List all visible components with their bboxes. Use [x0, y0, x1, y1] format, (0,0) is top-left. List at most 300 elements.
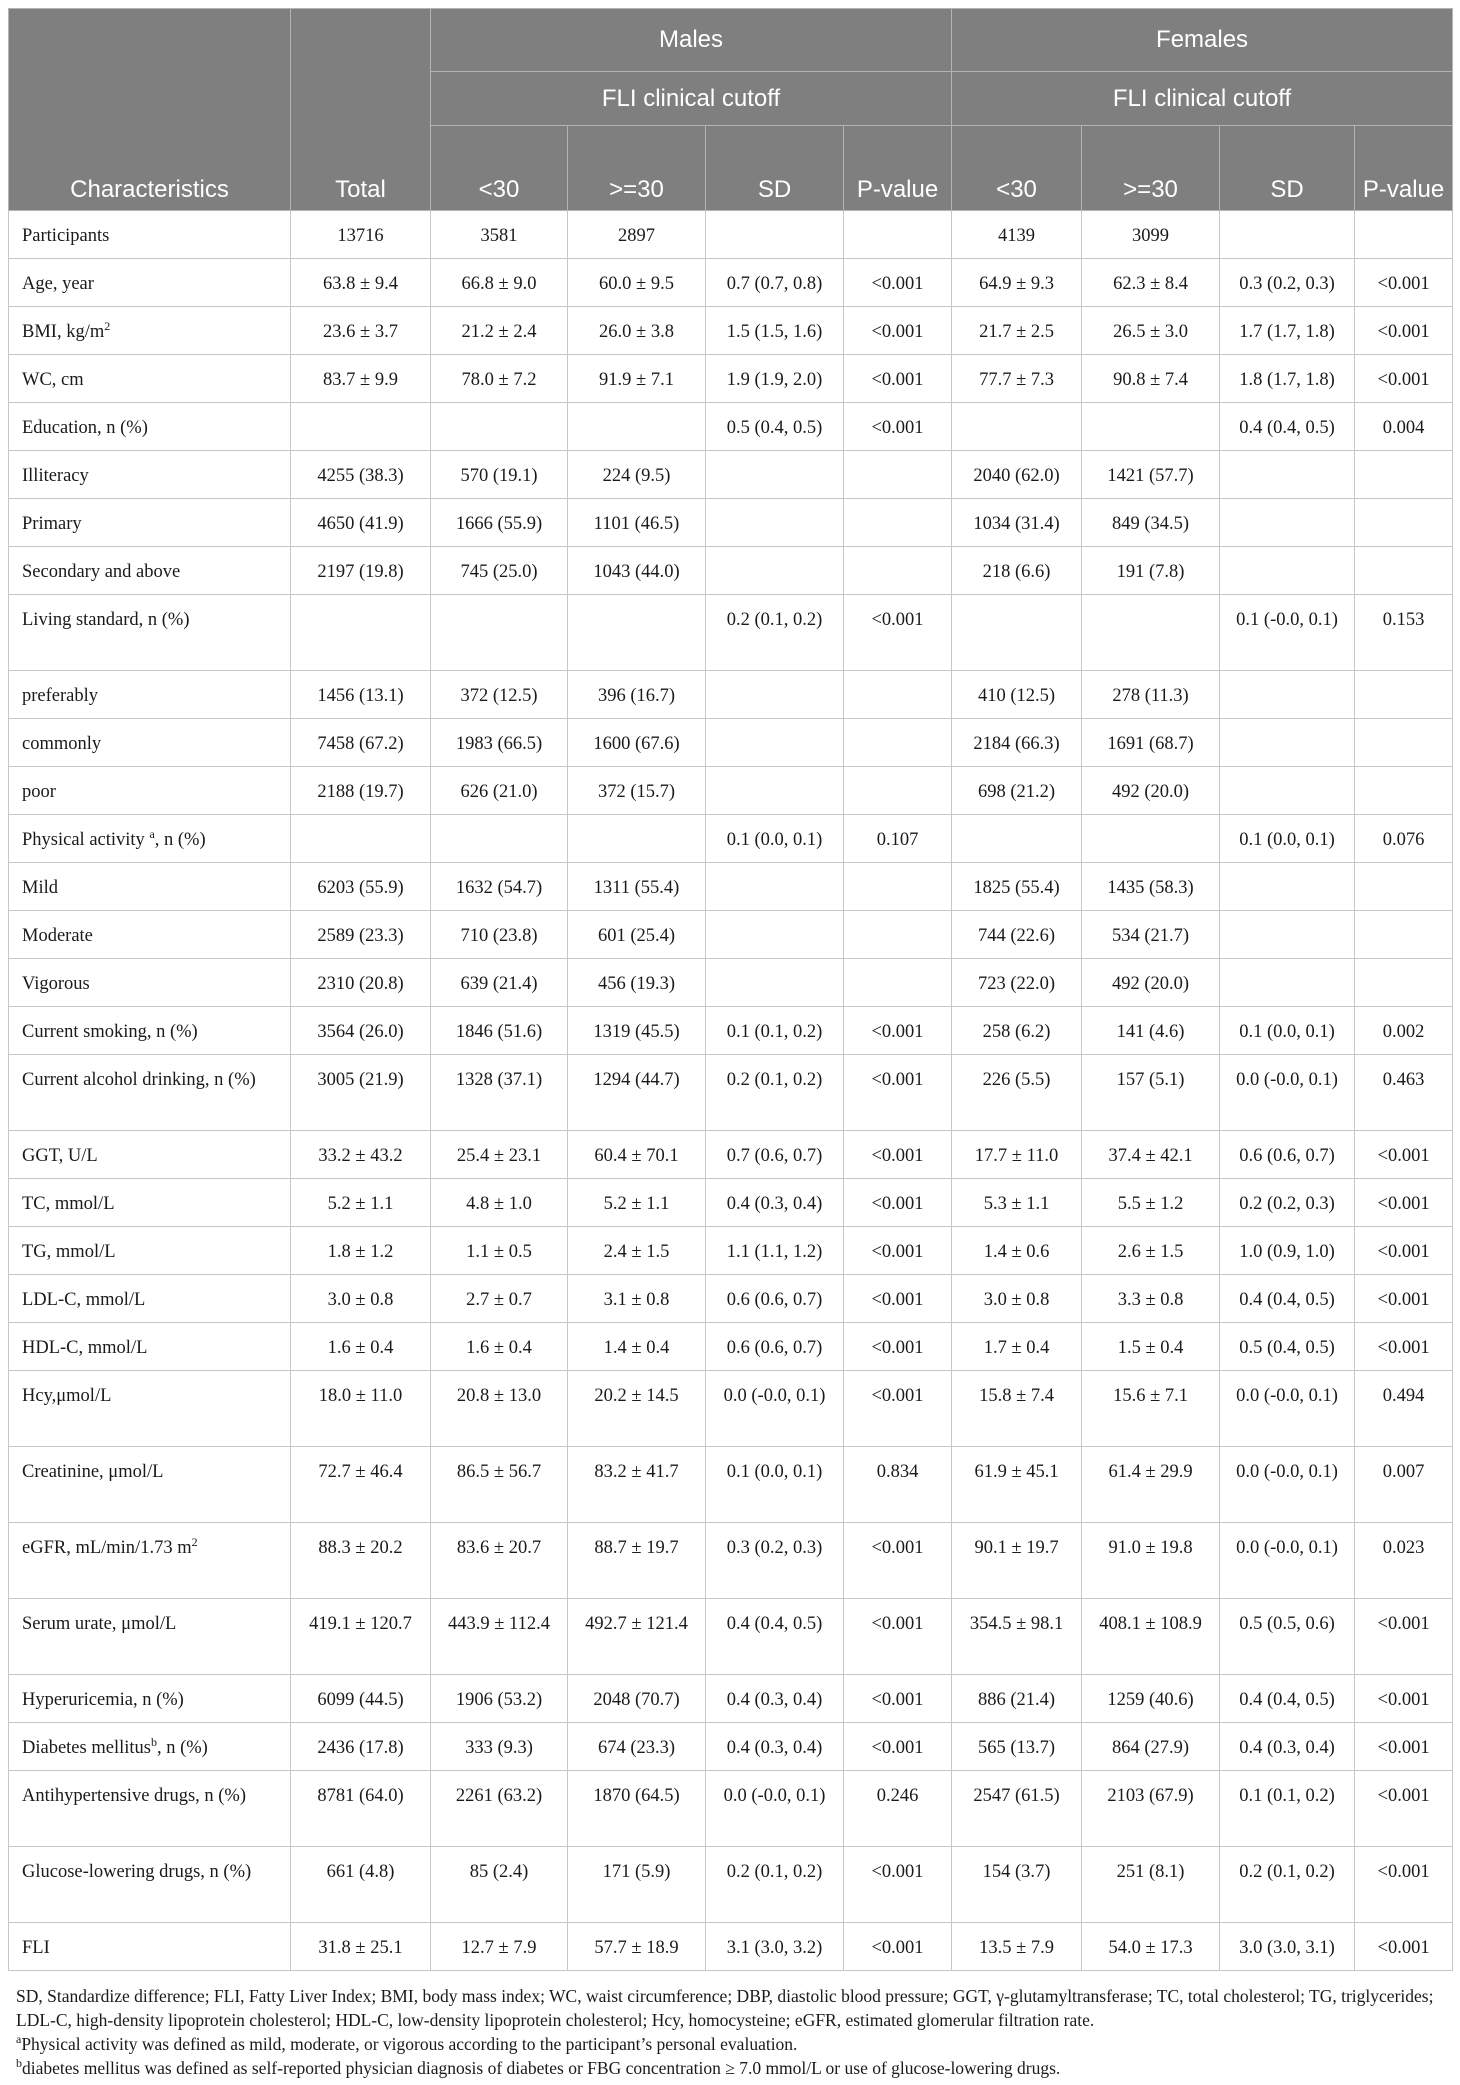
cell-m-sd: 1.5 (1.5, 1.6) — [706, 307, 844, 355]
cell-f-sd: 0.3 (0.2, 0.3) — [1220, 259, 1355, 307]
cell-m-p: <0.001 — [844, 1227, 952, 1275]
row-label — [9, 355, 291, 403]
table-row — [9, 863, 1453, 911]
cell-f-p: <0.001 — [1355, 1131, 1453, 1179]
cell-m-sd: 0.4 (0.3, 0.4) — [706, 1675, 844, 1723]
footnote-a-marker: a — [16, 2032, 22, 2047]
cell-f-sd: 1.0 (0.9, 1.0) — [1220, 1227, 1355, 1275]
cell-f-ge: 5.5 ± 1.2 — [1082, 1179, 1220, 1227]
cell-m-ge: 1.4 ± 0.4 — [568, 1323, 706, 1371]
cell-m-ge: 20.2 ± 14.5 — [568, 1371, 706, 1447]
cell-m-lt: 3581 — [431, 211, 568, 259]
cell-total: 3.0 ± 0.8 — [291, 1275, 431, 1323]
row-label-text: Current alcohol drinking, n (%) — [22, 1070, 256, 1090]
cell-total — [291, 403, 431, 451]
row-label-text: Vigorous — [22, 974, 90, 994]
cell-f-sd — [1220, 547, 1355, 595]
cell-f-p: <0.001 — [1355, 1847, 1453, 1923]
cell-m-p: <0.001 — [844, 1131, 952, 1179]
row-label — [9, 451, 291, 499]
cell-m-sd: 0.7 (0.6, 0.7) — [706, 1131, 844, 1179]
cell-f-ge: 3.3 ± 0.8 — [1082, 1275, 1220, 1323]
table-row — [9, 1923, 1453, 1971]
cell-f-p: 0.494 — [1355, 1371, 1453, 1447]
cell-m-ge: 1043 (44.0) — [568, 547, 706, 595]
cell-m-p: <0.001 — [844, 1675, 952, 1723]
cell-total: 6203 (55.9) — [291, 863, 431, 911]
row-label-text: poor — [22, 782, 56, 802]
cell-m-sd: 0.1 (0.1, 0.2) — [706, 1007, 844, 1055]
row-label — [9, 1771, 291, 1847]
table-row — [9, 1723, 1453, 1771]
cell-m-lt: 372 (12.5) — [431, 671, 568, 719]
cell-f-sd: 0.1 (-0.0, 0.1) — [1220, 595, 1355, 671]
row-label — [9, 307, 291, 355]
cell-m-lt — [431, 403, 568, 451]
row-label — [9, 1599, 291, 1675]
cell-m-lt: 443.9 ± 112.4 — [431, 1599, 568, 1675]
header-males-fli-cutoff: FLI clinical cutoff — [431, 72, 952, 126]
row-label-text: Hyperuricemia, n (%) — [22, 1690, 184, 1710]
cell-m-ge: 1600 (67.6) — [568, 719, 706, 767]
cell-f-ge: 91.0 ± 19.8 — [1082, 1523, 1220, 1599]
row-label-text: Serum urate, μmol/L — [22, 1614, 177, 1634]
cell-m-p — [844, 959, 952, 1007]
cell-f-lt: 410 (12.5) — [952, 671, 1082, 719]
cell-f-p: 0.002 — [1355, 1007, 1453, 1055]
cell-m-lt — [431, 595, 568, 671]
table-row — [9, 1179, 1453, 1227]
row-label-text: FLI — [22, 1938, 50, 1958]
cell-f-lt: 354.5 ± 98.1 — [952, 1599, 1082, 1675]
row-label — [9, 595, 291, 671]
cell-total: 8781 (64.0) — [291, 1771, 431, 1847]
cell-f-ge: 3099 — [1082, 211, 1220, 259]
cell-m-ge: 674 (23.3) — [568, 1723, 706, 1771]
cell-f-ge: 15.6 ± 7.1 — [1082, 1371, 1220, 1447]
cell-m-ge: 83.2 ± 41.7 — [568, 1447, 706, 1523]
cell-m-sd: 0.1 (0.0, 0.1) — [706, 815, 844, 863]
cell-f-ge: 251 (8.1) — [1082, 1847, 1220, 1923]
cell-m-lt: 66.8 ± 9.0 — [431, 259, 568, 307]
table-row — [9, 1131, 1453, 1179]
cell-m-sd — [706, 671, 844, 719]
cell-f-p: <0.001 — [1355, 259, 1453, 307]
cell-m-p — [844, 767, 952, 815]
row-label — [9, 1055, 291, 1131]
cell-f-p — [1355, 911, 1453, 959]
cell-f-lt: 1825 (55.4) — [952, 863, 1082, 911]
cell-m-sd — [706, 499, 844, 547]
cell-total — [291, 595, 431, 671]
row-label — [9, 403, 291, 451]
row-label-text: BMI, kg/m — [22, 322, 105, 342]
cell-m-lt: 4.8 ± 1.0 — [431, 1179, 568, 1227]
cell-m-p — [844, 499, 952, 547]
cell-f-ge: 864 (27.9) — [1082, 1723, 1220, 1771]
cell-m-p — [844, 863, 952, 911]
row-label-text: Hcy,μmol/L — [22, 1386, 112, 1406]
cell-f-ge: 1259 (40.6) — [1082, 1675, 1220, 1723]
cell-f-sd: 0.1 (0.1, 0.2) — [1220, 1771, 1355, 1847]
cell-total: 2310 (20.8) — [291, 959, 431, 1007]
cell-m-ge: 88.7 ± 19.7 — [568, 1523, 706, 1599]
cell-m-lt: 1632 (54.7) — [431, 863, 568, 911]
cell-total: 3564 (26.0) — [291, 1007, 431, 1055]
cell-f-sd: 0.1 (0.0, 0.1) — [1220, 815, 1355, 863]
cell-m-lt: 12.7 ± 7.9 — [431, 1923, 568, 1971]
cell-m-sd — [706, 451, 844, 499]
cell-m-sd: 0.2 (0.1, 0.2) — [706, 1847, 844, 1923]
cell-f-sd: 0.6 (0.6, 0.7) — [1220, 1131, 1355, 1179]
cell-f-p: <0.001 — [1355, 1675, 1453, 1723]
cell-f-sd: 0.2 (0.1, 0.2) — [1220, 1847, 1355, 1923]
cell-f-ge: 1691 (68.7) — [1082, 719, 1220, 767]
row-label-text: Age, year — [22, 274, 94, 294]
row-label-text: eGFR, mL/min/1.73 m — [22, 1538, 192, 1558]
footnote-abbreviations: SD, Standardize difference; FLI, Fatty Liver Index; BMI, body mass index; WC, waist circumference; DBP, diastolic blood pressure; GGT, γ-glutamyltransferase; TC, total cholesterol; TG, triglycerides; LDL-C, high-density lipoprotein cholesterol; HDL-C, low-density lipoprotein cholesterol; Hcy, homocysteine; eGFR, estimated glomerular filtration rate. — [16, 1986, 1434, 2030]
cell-m-ge: 2.4 ± 1.5 — [568, 1227, 706, 1275]
cell-f-ge: 492 (20.0) — [1082, 959, 1220, 1007]
cell-f-lt: 565 (13.7) — [952, 1723, 1082, 1771]
cell-m-p: <0.001 — [844, 1055, 952, 1131]
cell-total — [291, 815, 431, 863]
cell-m-sd: 1.9 (1.9, 2.0) — [706, 355, 844, 403]
table-footnotes — [8, 1971, 1452, 2080]
header-females-lt30: <30 — [952, 126, 1082, 211]
cell-m-lt: 85 (2.4) — [431, 1847, 568, 1923]
row-label — [9, 863, 291, 911]
cell-f-ge: 408.1 ± 108.9 — [1082, 1599, 1220, 1675]
header-males-ge30: >=30 — [568, 126, 706, 211]
cell-f-lt: 744 (22.6) — [952, 911, 1082, 959]
cell-f-ge: 90.8 ± 7.4 — [1082, 355, 1220, 403]
cell-f-ge: 54.0 ± 17.3 — [1082, 1923, 1220, 1971]
cell-m-p: <0.001 — [844, 307, 952, 355]
cell-f-sd — [1220, 451, 1355, 499]
cell-m-sd: 0.5 (0.4, 0.5) — [706, 403, 844, 451]
cell-total: 5.2 ± 1.1 — [291, 1179, 431, 1227]
cell-m-ge: 60.4 ± 70.1 — [568, 1131, 706, 1179]
cell-m-p: <0.001 — [844, 1323, 952, 1371]
cell-f-sd: 0.4 (0.4, 0.5) — [1220, 1675, 1355, 1723]
cell-m-ge — [568, 595, 706, 671]
cell-m-sd — [706, 547, 844, 595]
cell-m-sd: 0.7 (0.7, 0.8) — [706, 259, 844, 307]
cell-f-lt: 218 (6.6) — [952, 547, 1082, 595]
table-row — [9, 403, 1453, 451]
cell-m-ge: 492.7 ± 121.4 — [568, 1599, 706, 1675]
row-label — [9, 671, 291, 719]
cell-m-p: <0.001 — [844, 1523, 952, 1599]
table-row — [9, 1675, 1453, 1723]
row-label-superscript: b — [150, 1734, 157, 1749]
cell-m-sd: 0.6 (0.6, 0.7) — [706, 1323, 844, 1371]
row-label-text: WC, cm — [22, 370, 84, 390]
cell-m-sd: 0.3 (0.2, 0.3) — [706, 1523, 844, 1599]
footnote-a — [16, 2032, 1438, 2056]
cell-m-lt: 1666 (55.9) — [431, 499, 568, 547]
table-row — [9, 1847, 1453, 1923]
row-label — [9, 211, 291, 259]
cell-f-lt — [952, 595, 1082, 671]
cell-m-lt: 710 (23.8) — [431, 911, 568, 959]
table-row — [9, 307, 1453, 355]
table-row — [9, 259, 1453, 307]
cell-f-ge: 37.4 ± 42.1 — [1082, 1131, 1220, 1179]
row-label — [9, 1227, 291, 1275]
header-characteristics: Characteristics — [9, 9, 291, 211]
row-label — [9, 1723, 291, 1771]
cell-f-sd: 0.4 (0.4, 0.5) — [1220, 403, 1355, 451]
row-label-text: Physical activity — [22, 830, 150, 850]
cell-f-p — [1355, 211, 1453, 259]
cell-m-ge: 372 (15.7) — [568, 767, 706, 815]
table-row — [9, 1523, 1453, 1599]
cell-f-sd: 0.1 (0.0, 0.1) — [1220, 1007, 1355, 1055]
cell-f-lt: 1.7 ± 0.4 — [952, 1323, 1082, 1371]
cell-m-lt: 570 (19.1) — [431, 451, 568, 499]
row-label — [9, 911, 291, 959]
cell-total: 2197 (19.8) — [291, 547, 431, 595]
cell-f-sd: 3.0 (3.0, 3.1) — [1220, 1923, 1355, 1971]
cell-m-sd: 0.4 (0.3, 0.4) — [706, 1723, 844, 1771]
cell-m-ge: 5.2 ± 1.1 — [568, 1179, 706, 1227]
cell-f-sd — [1220, 499, 1355, 547]
cell-f-p: <0.001 — [1355, 1723, 1453, 1771]
row-label — [9, 1179, 291, 1227]
header-males: Males — [431, 9, 952, 72]
row-label-text: Education, n (%) — [22, 418, 148, 438]
cell-f-lt: 15.8 ± 7.4 — [952, 1371, 1082, 1447]
cell-f-p: 0.004 — [1355, 403, 1453, 451]
cell-m-lt: 1846 (51.6) — [431, 1007, 568, 1055]
cell-f-ge: 141 (4.6) — [1082, 1007, 1220, 1055]
cell-f-sd: 0.2 (0.2, 0.3) — [1220, 1179, 1355, 1227]
cell-total: 6099 (44.5) — [291, 1675, 431, 1723]
cell-f-sd: 0.4 (0.3, 0.4) — [1220, 1723, 1355, 1771]
cell-total: 1.8 ± 1.2 — [291, 1227, 431, 1275]
table-body — [9, 211, 1453, 1971]
cell-f-p — [1355, 767, 1453, 815]
row-label-superscript: 2 — [191, 1534, 198, 1549]
table-row — [9, 1055, 1453, 1131]
cell-m-lt: 639 (21.4) — [431, 959, 568, 1007]
cell-f-p: <0.001 — [1355, 355, 1453, 403]
row-label-text: Living standard, n (%) — [22, 610, 190, 630]
cell-m-ge: 1311 (55.4) — [568, 863, 706, 911]
row-label — [9, 1007, 291, 1055]
cell-f-p: <0.001 — [1355, 1179, 1453, 1227]
cell-m-sd: 0.2 (0.1, 0.2) — [706, 1055, 844, 1131]
cell-m-p: 0.246 — [844, 1771, 952, 1847]
cell-f-p: <0.001 — [1355, 1323, 1453, 1371]
cell-f-lt: 2184 (66.3) — [952, 719, 1082, 767]
cell-f-sd — [1220, 863, 1355, 911]
cell-f-sd: 1.7 (1.7, 1.8) — [1220, 307, 1355, 355]
cell-f-p — [1355, 959, 1453, 1007]
header-total: Total — [291, 9, 431, 211]
cell-f-lt: 2547 (61.5) — [952, 1771, 1082, 1847]
cell-m-ge — [568, 403, 706, 451]
cell-total: 2436 (17.8) — [291, 1723, 431, 1771]
cell-m-p — [844, 671, 952, 719]
table-row — [9, 959, 1453, 1007]
cell-m-lt: 745 (25.0) — [431, 547, 568, 595]
cell-m-ge: 2048 (70.7) — [568, 1675, 706, 1723]
cell-m-ge: 1870 (64.5) — [568, 1771, 706, 1847]
row-label — [9, 1131, 291, 1179]
row-label — [9, 1323, 291, 1371]
table-row — [9, 355, 1453, 403]
row-label — [9, 767, 291, 815]
cell-f-lt: 90.1 ± 19.7 — [952, 1523, 1082, 1599]
cell-m-lt: 20.8 ± 13.0 — [431, 1371, 568, 1447]
cell-m-sd: 1.1 (1.1, 1.2) — [706, 1227, 844, 1275]
table-row — [9, 1227, 1453, 1275]
cell-m-p — [844, 719, 952, 767]
table-header — [9, 9, 1453, 211]
cell-m-ge: 2897 — [568, 211, 706, 259]
table-row — [9, 1599, 1453, 1675]
cell-total: 2188 (19.7) — [291, 767, 431, 815]
cell-f-lt: 723 (22.0) — [952, 959, 1082, 1007]
cell-total: 83.7 ± 9.9 — [291, 355, 431, 403]
row-label — [9, 719, 291, 767]
cell-f-ge: 1435 (58.3) — [1082, 863, 1220, 911]
table-row — [9, 451, 1453, 499]
row-label-text: commonly — [22, 734, 102, 754]
cell-m-lt: 78.0 ± 7.2 — [431, 355, 568, 403]
footnote-a-text: Physical activity was defined as mild, moderate, or vigorous according to the participant’s personal evaluation. — [21, 2034, 798, 2054]
cell-m-sd: 3.1 (3.0, 3.2) — [706, 1923, 844, 1971]
table-row — [9, 671, 1453, 719]
table-row — [9, 1275, 1453, 1323]
cell-f-p: <0.001 — [1355, 1227, 1453, 1275]
cell-f-ge: 26.5 ± 3.0 — [1082, 307, 1220, 355]
cell-f-p — [1355, 671, 1453, 719]
cell-f-lt: 154 (3.7) — [952, 1847, 1082, 1923]
cell-m-ge: 1319 (45.5) — [568, 1007, 706, 1055]
cell-m-ge: 57.7 ± 18.9 — [568, 1923, 706, 1971]
cell-f-ge: 1421 (57.7) — [1082, 451, 1220, 499]
cell-f-ge: 849 (34.5) — [1082, 499, 1220, 547]
cell-f-sd: 0.5 (0.4, 0.5) — [1220, 1323, 1355, 1371]
cell-m-p — [844, 451, 952, 499]
row-label — [9, 1847, 291, 1923]
row-label-text: Diabetes mellitus — [22, 1738, 151, 1758]
cell-f-p: 0.076 — [1355, 815, 1453, 863]
cell-m-lt: 83.6 ± 20.7 — [431, 1523, 568, 1599]
cell-m-ge: 601 (25.4) — [568, 911, 706, 959]
cell-f-p — [1355, 719, 1453, 767]
cell-f-ge: 62.3 ± 8.4 — [1082, 259, 1220, 307]
table-row — [9, 499, 1453, 547]
row-label-text: TC, mmol/L — [22, 1194, 115, 1214]
cell-f-ge — [1082, 595, 1220, 671]
row-label — [9, 547, 291, 595]
cell-f-lt — [952, 403, 1082, 451]
header-females-ge30: >=30 — [1082, 126, 1220, 211]
cell-total: 4650 (41.9) — [291, 499, 431, 547]
cell-total: 1.6 ± 0.4 — [291, 1323, 431, 1371]
cell-f-sd — [1220, 211, 1355, 259]
row-label-text: preferably — [22, 686, 99, 706]
cell-m-p: <0.001 — [844, 1179, 952, 1227]
cell-f-ge: 534 (21.7) — [1082, 911, 1220, 959]
cell-f-lt: 77.7 ± 7.3 — [952, 355, 1082, 403]
cell-f-ge: 2.6 ± 1.5 — [1082, 1227, 1220, 1275]
row-label — [9, 1371, 291, 1447]
cell-f-sd — [1220, 767, 1355, 815]
cell-f-p: <0.001 — [1355, 1599, 1453, 1675]
table-row — [9, 211, 1453, 259]
row-label-text: Primary — [22, 514, 82, 534]
cell-m-p — [844, 911, 952, 959]
cell-total: 7458 (67.2) — [291, 719, 431, 767]
cell-f-ge: 157 (5.1) — [1082, 1055, 1220, 1131]
table-row — [9, 1007, 1453, 1055]
cell-m-lt: 1.6 ± 0.4 — [431, 1323, 568, 1371]
cell-f-p — [1355, 863, 1453, 911]
cell-m-ge: 60.0 ± 9.5 — [568, 259, 706, 307]
cell-f-sd — [1220, 911, 1355, 959]
cell-total: 72.7 ± 46.4 — [291, 1447, 431, 1523]
cell-f-sd: 0.0 (-0.0, 0.1) — [1220, 1055, 1355, 1131]
cell-m-ge: 3.1 ± 0.8 — [568, 1275, 706, 1323]
cell-m-p: 0.107 — [844, 815, 952, 863]
row-label-text: TG, mmol/L — [22, 1242, 116, 1262]
cell-total: 419.1 ± 120.7 — [291, 1599, 431, 1675]
cell-f-p: 0.463 — [1355, 1055, 1453, 1131]
cell-m-p: <0.001 — [844, 1599, 952, 1675]
table-row — [9, 719, 1453, 767]
cell-f-p — [1355, 499, 1453, 547]
cell-m-p: <0.001 — [844, 1007, 952, 1055]
table-row — [9, 1771, 1453, 1847]
cell-m-p: <0.001 — [844, 1923, 952, 1971]
cell-m-p: <0.001 — [844, 403, 952, 451]
footnote-b-text: diabetes mellitus was defined as self-reported physician diagnosis of diabetes or FBG concentration ≥ 7.0 mmol/L or use of glucose-lowering drugs. — [22, 2058, 1061, 2078]
cell-total: 18.0 ± 11.0 — [291, 1371, 431, 1447]
table-row — [9, 547, 1453, 595]
cell-f-lt: 21.7 ± 2.5 — [952, 307, 1082, 355]
cell-m-lt: 333 (9.3) — [431, 1723, 568, 1771]
row-label-text: LDL-C, mmol/L — [22, 1290, 146, 1310]
header-males-sd: SD — [706, 126, 844, 211]
cell-total: 33.2 ± 43.2 — [291, 1131, 431, 1179]
cell-f-lt: 1034 (31.4) — [952, 499, 1082, 547]
row-label — [9, 1523, 291, 1599]
cell-f-sd: 1.8 (1.7, 1.8) — [1220, 355, 1355, 403]
row-label-superscript: a — [149, 826, 155, 841]
table-row — [9, 1371, 1453, 1447]
cell-m-p: <0.001 — [844, 1847, 952, 1923]
cell-f-lt: 4139 — [952, 211, 1082, 259]
cell-total: 1456 (13.1) — [291, 671, 431, 719]
cell-m-sd — [706, 863, 844, 911]
cell-m-sd: 0.6 (0.6, 0.7) — [706, 1275, 844, 1323]
cell-f-p: <0.001 — [1355, 1923, 1453, 1971]
cell-m-sd: 0.0 (-0.0, 0.1) — [706, 1371, 844, 1447]
row-label-text: Mild — [22, 878, 58, 898]
cell-f-sd: 0.5 (0.5, 0.6) — [1220, 1599, 1355, 1675]
row-label-text: Moderate — [22, 926, 93, 946]
cell-f-sd — [1220, 671, 1355, 719]
cell-m-p: <0.001 — [844, 355, 952, 403]
cell-m-sd: 0.2 (0.1, 0.2) — [706, 595, 844, 671]
cell-m-lt: 25.4 ± 23.1 — [431, 1131, 568, 1179]
